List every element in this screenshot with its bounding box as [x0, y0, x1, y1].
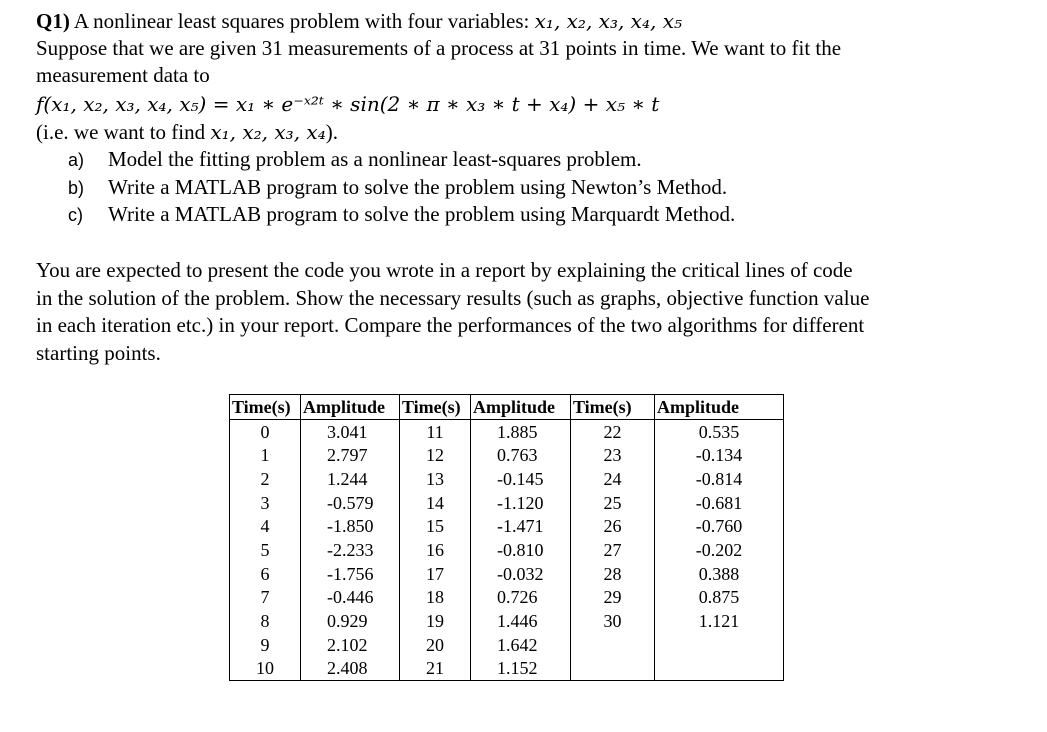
table-row [230, 419, 784, 443]
table-header-cell: Amplitude [655, 395, 784, 420]
table-cell: 25 [571, 491, 655, 515]
table-cell: 0.388 [655, 562, 784, 586]
goal-suffix: ). [325, 120, 338, 144]
table-cell: 9 [230, 633, 301, 657]
question-title: A nonlinear least squares problem with four variables: [73, 9, 530, 33]
table-cell: -0.681 [655, 491, 784, 515]
table-cell: 6 [230, 562, 301, 586]
table-header-cell: Time(s) [230, 395, 301, 420]
table-cell [655, 657, 784, 681]
table-cell: -1.850 [301, 514, 400, 538]
table-cell: 2.797 [301, 443, 400, 467]
question-label: Q1) [36, 9, 70, 33]
table-cell: 20 [400, 633, 471, 657]
table-cell: 18 [400, 586, 471, 610]
table-cell: -0.134 [655, 443, 784, 467]
table-cell: -1.471 [471, 514, 571, 538]
task-text: Model the fitting problem as a nonlinear least-squares problem. [108, 147, 642, 171]
table-cell: 27 [571, 538, 655, 562]
table-row [230, 538, 784, 562]
table-cell: 1.152 [471, 657, 571, 681]
table-cell: 2 [230, 467, 301, 491]
table-header-cell: Time(s) [400, 395, 471, 420]
task-marker: b) [68, 178, 85, 198]
table-cell: 0.535 [655, 419, 784, 443]
table-row [230, 562, 784, 586]
table-cell: 2.408 [301, 657, 400, 681]
table-cell: 3 [230, 491, 301, 515]
table-header-cell: Amplitude [301, 395, 400, 420]
table-header-row [230, 395, 784, 420]
table-cell: 21 [400, 657, 471, 681]
task-text: Write a MATLAB program to solve the problem using Marquardt Method. [108, 202, 736, 226]
table-cell: 19 [400, 609, 471, 633]
table-row [230, 491, 784, 515]
table-cell: 1.446 [471, 609, 571, 633]
table-cell: -0.760 [655, 514, 784, 538]
table-cell: 1.244 [301, 467, 400, 491]
table-cell: 14 [400, 491, 471, 515]
table-cell: 1.885 [471, 419, 571, 443]
table-cell: 0.929 [301, 609, 400, 633]
table-row [230, 514, 784, 538]
task-item [68, 174, 727, 201]
instructions-paragraph [36, 257, 996, 367]
table-cell: 23 [571, 443, 655, 467]
table-cell: -0.814 [655, 467, 784, 491]
table-cell: 3.041 [301, 419, 400, 443]
instructions-line: in each iteration etc.) in your report. Compare the performances of the two algorithms for different [36, 313, 865, 337]
table-row [230, 657, 784, 681]
goal-line [36, 119, 338, 145]
table-cell: 7 [230, 586, 301, 610]
table-cell: -0.032 [471, 562, 571, 586]
table-cell: -1.120 [471, 491, 571, 515]
table-cell: 8 [230, 609, 301, 633]
table-cell: 1.121 [655, 609, 784, 633]
table-cell: -1.756 [301, 562, 400, 586]
table-cell: 12 [400, 443, 471, 467]
measurement-table [229, 394, 784, 681]
table-cell: 22 [571, 419, 655, 443]
table-cell: 4 [230, 514, 301, 538]
table-cell: -0.145 [471, 467, 571, 491]
table-row [230, 633, 784, 657]
table-cell: 15 [400, 514, 471, 538]
table-cell: 0 [230, 419, 301, 443]
table-cell: 24 [571, 467, 655, 491]
task-text: Write a MATLAB program to solve the problem using Newton’s Method. [108, 175, 728, 199]
table-cell: 11 [400, 419, 471, 443]
task-marker: a) [68, 150, 85, 170]
goal-vars: x₁, x₂, x₃, x₄ [210, 120, 326, 144]
table-row [230, 443, 784, 467]
table-cell [571, 633, 655, 657]
table-cell: 1 [230, 443, 301, 467]
intro-line-2: measurement data to [36, 63, 210, 87]
table-cell: 0.726 [471, 586, 571, 610]
table-header-cell: Time(s) [571, 395, 655, 420]
table-cell: 5 [230, 538, 301, 562]
table-cell: 28 [571, 562, 655, 586]
instructions-line: starting points. [36, 340, 161, 365]
table-cell: -0.202 [655, 538, 784, 562]
table-cell: 0.763 [471, 443, 571, 467]
table-cell: -2.233 [301, 538, 400, 562]
task-marker: c) [68, 205, 83, 225]
table-cell: 16 [400, 538, 471, 562]
table-cell: -0.446 [301, 586, 400, 610]
table-header-cell: Amplitude [471, 395, 571, 420]
table-cell: 10 [230, 657, 301, 681]
table-cell [655, 633, 784, 657]
goal-prefix: (i.e. we want to find [36, 120, 206, 144]
table-cell: -0.579 [301, 491, 400, 515]
table-cell: 1.642 [471, 633, 571, 657]
model-equation: f(x₁, x₂, x₃, x₄, x₅) = x₁ ∗ e⁻ˣ²ᵗ ∗ sin(2 ∗ π ∗ x₃ ∗ t + x₄) + x₅ ∗ t [36, 92, 660, 116]
table-cell: 2.102 [301, 633, 400, 657]
table-row [230, 467, 784, 491]
question-heading [36, 8, 682, 34]
table-cell: 0.875 [655, 586, 784, 610]
instructions-line: You are expected to present the code you wrote in a report by explaining the critical lines of code [36, 258, 853, 282]
table-row [230, 586, 784, 610]
table-cell: 13 [400, 467, 471, 491]
question-title-vars: x₁, x₂, x₃, x₄, x₅ [534, 9, 682, 33]
task-item [68, 146, 642, 173]
table-row [230, 609, 784, 633]
table-cell [571, 657, 655, 681]
table-cell: 30 [571, 609, 655, 633]
table-cell: 29 [571, 586, 655, 610]
table-cell: -0.810 [471, 538, 571, 562]
instructions-line: in the solution of the problem. Show the necessary results (such as graphs, objective function value [36, 285, 870, 310]
table-cell: 17 [400, 562, 471, 586]
task-item [68, 201, 735, 228]
intro-line-1: Suppose that we are given 31 measurements of a process at 31 points in time. We want to fit the [36, 36, 842, 60]
table-cell: 26 [571, 514, 655, 538]
